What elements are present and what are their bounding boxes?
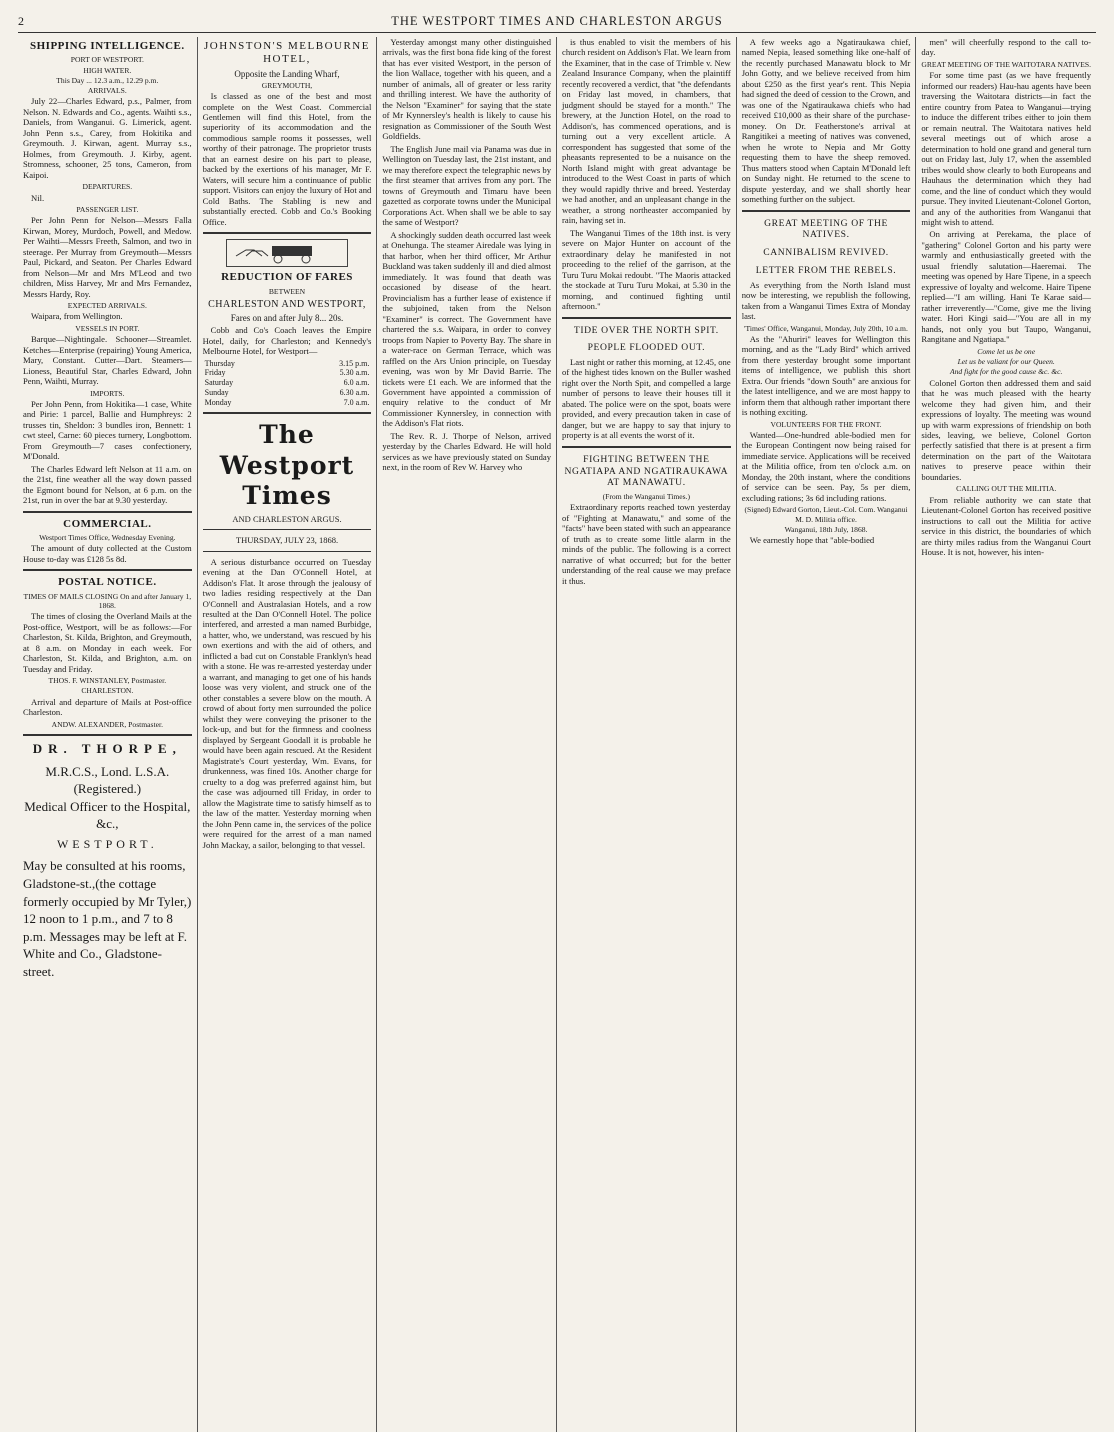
signature-date: Wanganui, 18th July, 1868. [784, 524, 868, 534]
schedule-row: Monday 7.0 a.m. [204, 397, 370, 407]
coach-illustration [226, 239, 348, 267]
news-text: The Rev. R. J. Thorpe of Nelson, arrived yesterday by the Charles Edward. He will hold services as we have previously stated on Sunday next, in the room of Rev W. Harvey who [382, 430, 552, 473]
dr-heading: DR. THORPE, [32, 740, 182, 756]
fares-text: Cobb and Co's Coach leaves the Empire Hotel, daily, for Charleston; and Kennedy's Melbourne Hotel, for Westport— [202, 325, 372, 357]
meeting-text: As the "Ahuriri" leaves for Wellington this morning, and as the "Lady Bird" which arrived from there yesterday brought some important items of intelligence, we publish this short Extra. Our friends "down South" are anxious for the latest intelligence, and we are most happy to inform them that although rather important there is nothing exciting. [741, 333, 911, 418]
news-text: On arriving at Perekama, the place of "gathering" Colonel Gorton and his party were warmly and enthusiastically greeted with the usual friendly salutation—Haeremai. The meeting was opened by Hare Tipene, in a speech expressive of loyalty and welcome. Haire Tipene replied—"I am willing. Hani Te Karae said—rather irreverently—"Come, give me the living water. Hori Kingi said—"You are all in my hands, not only you but Taupo, Wanganui, Rangitane and Ngatiapa." [921, 229, 1092, 345]
news-text: The English June mail via Panama was due in Wellington on Tuesday last, the 21st instant, and we may therefore expect the telegraphic news by the first steamer that arrives from any port. The towns of Greymouth and Timaru have been gazetted as corporate towns under the Municipal Corporations Act. When shall we be able to say the same of Westport? [382, 143, 552, 228]
news-text: From reliable authority we can state that Lieutenant-Colonel Gorton has received positive instructions to call out the Militia for active service in this district, the boundaries of which are thirty miles radius from the Wanganui Court House. It is not, however, his inten- [921, 494, 1092, 558]
tide-times: This Day ... 12.3 a.m., 12.29 p.m. [56, 75, 159, 85]
masthead-title: THE WESTPORT TIMES AND CHARLESTON ARGUS [391, 14, 723, 28]
meeting-text: As everything from the North Island must now be interesting, we republish the following, taken from a Wanganui Times Extra of Monday last. [741, 279, 911, 322]
news-text: Colonel Gorton then addressed them and said that he was much pleased with the hearty welcome they had given him, and their expressions of loyalty. The meeting was wound up with warm expressions of friendship on both sides, leaving, we believe, Colonel Gorton perfectly satisfied that there is at present a firm determination on the part of the Waitotara natives to preserve peace within their boundaries. [921, 377, 1092, 482]
meeting-heading: GREAT MEETING OF THE NATIVES. [764, 217, 888, 241]
imports-label: IMPORTS. [90, 388, 125, 398]
imports-text: Per John Penn, from Hokitika—1 case, White and Pirie: 1 parcel, Ballie and Humphreys: 2 trusses tin, Sheldon: 3 bundles iron, Bennett: 1 cwt steel, Carne: 60 pieces turnery, Longbottom. From Greymouth—7 cases confectionery, M'Donald. [23, 398, 192, 462]
dr-place: WESTPORT. [56, 836, 158, 851]
divider [203, 529, 372, 530]
dr-text: May be consulted at his rooms, Gladstone-st.,(the cottage formerly occupied by Mr Tyler,) 12 noon to 1 p.m., and 7 to 8 p.m. Messages may be left at F. White and Co., Gladstone-street. [23, 858, 192, 979]
closing-text: We earnestly hope that "able-bodied [749, 535, 875, 546]
song-line: Come let us be one [977, 346, 1036, 356]
divider [23, 734, 192, 736]
divider [562, 446, 731, 448]
columns [18, 37, 1096, 1432]
divider [203, 232, 372, 234]
schedule-row: Thursday 3.15 p.m. [204, 358, 370, 368]
charles-note: The Charles Edward left Nelson at 11 a.m. on the 21st, fine weather all the way down passed the Egmont bound for Nelson, at 6 p.m. on the 21st, run in over the bar at 9.30 yesterday. [23, 463, 192, 506]
fares-heading: REDUCTION OF FARES [221, 271, 353, 284]
news-text: The Wanganui Times of the 18th inst. is very severe on Major Hunter on account of the extraordinary delay he manifested in not proceeding to the relief of the garrison, at the Turu Turu Mokai redoubt. "The Maoris attacked the stockade at Turu Turu Mokai, at 5.30 in the morning, and continued fighting until afternoon." [562, 227, 731, 312]
fares-price: Fares on and after July 8... 20s. [230, 313, 344, 324]
song-line: And fight for the good cause &c. &c. [949, 367, 1063, 377]
departures-text: Nil. [31, 192, 45, 203]
shipping-heading: SHIPPING INTELLIGENCE. [30, 40, 185, 52]
high-water-label: HIGH WATER. [83, 65, 132, 75]
fight-text: Extraordinary reports reached town yesterday of "Fighting at Manawatu," and some of the "facts" have been stated with such an appearance of truth as to create some little alarm in the minds of the public. The following is a correct narrative of what occurred; but for the better understanding of the real cause we may preface it thus. [562, 502, 731, 586]
volunteers-text: Wanted—One-hundred able-bodied men for the European Contingent now being raised for immediate service. Applications will be received at the Militia office, from ten o'clock a.m. on Monday, the 20th instant, where the conditions of service can be seen. Pay, 5s per diem, excluding rations; 3s 6d including rations. [741, 429, 911, 503]
letter-heading: LETTER FROM THE REBELS. [755, 264, 897, 276]
fares-between: BETWEEN [268, 286, 306, 296]
paper-sub: AND CHARLESTON ARGUS. [232, 513, 342, 524]
column-6 [916, 37, 1096, 1432]
column-3 [377, 37, 557, 1432]
postal-text: The times of closing the Overland Mails at the Post-office, Westport, will be as follows:—For Charleston, St. Kilda, Brighton, and Greymouth, at 8 a.m. on Monday in each week. For Charleston, St. Kilda, and Brighton, a.m. on Tuesday and Friday. [23, 611, 192, 674]
divider [23, 511, 192, 513]
hotel-heading: JOHNSTON'S MELBOURNE HOTEL, [204, 40, 370, 66]
waitotara-heading: GREAT MEETING OF THE WAITOTARA NATIVES. [921, 59, 1092, 69]
hotel-town: GREYMOUTH, [261, 80, 313, 90]
dr-office: Medical Officer to the Hospital, &c., [24, 798, 191, 832]
passenger-label: PASSENGER LIST. [76, 205, 139, 215]
volunteers-label: VOLUNTEERS FOR THE FRONT. [770, 419, 882, 429]
column-5 [737, 37, 917, 1432]
postal-sub: TIMES OF MAILS CLOSING On and after January 1, 1868. [23, 591, 192, 610]
militia-label: CALLING OUT THE MILITIA. [956, 484, 1057, 494]
fares-route: CHARLESTON AND WESTPORT, [208, 298, 366, 310]
coach-icon [232, 242, 342, 264]
passengers-text: Per John Penn for Nelson—Messrs Falla Kirwan, Morey, Murdoch, Powell, and Medow. Per Waihti—Messrs Freeth, Salmon, and two in steerage. Per Murray from Greymouth—Messrs Paul, Pickard, and Seaton. Per Charles Edward from Nelson—Mr and Mrs M'Leod and two children, Miss Harvey, Mr and Mrs Fernandez, Messrs Hardy, Roy. [23, 215, 192, 299]
news-text: For some time past (as we have frequently informed our readers) Hau-hau agents have been traversing the Waitotara districts—in fact the entire country from Patea to Wanganui—trying to induce the different tribes either to join them or remain neutral. The Waitotara natives held several meetings out of which arose a determination to hold one grand and general turn out on Friday last, July 17, when the assembled tribes would show clearly to both Europeans and Hauhaus the determination which they had come, and the line of conduct which they would pursue. They invited Lieutenant-Colonel Gorton, and any of the authorities from Wanganui that might wish to attend. [921, 70, 1092, 227]
news-text: Yesterday amongst many other distinguished arrivals, was the first bona fide king of the forest that has ever visited Westport, in the person of the lion Wallace, together with his queen, and a number of animals, all of greater or less rarity and thrilling interest. We have the authority of the Nelson "Examiner" for saying that the state of Mr Kynnersley's health is likely to cause his resignation as Commissioner of the South West Goldfields. [382, 37, 552, 142]
tide-text: Last night or rather this morning, at 12.45, one of the highest tides known on the Buller washed right over the North Spit, and compelled a large number of persons to leave their houses till it abated. The police were on the spot, boats were provided, and every precaution taken in case of danger, but we are happy to say that injury to property is at all events the worst of it. [562, 357, 731, 441]
postmaster2-sig: ANDW. ALEXANDER, Postmaster. [51, 719, 163, 729]
postmaster-sig: THOS. F. WINSTANLEY, Postmaster. [48, 676, 167, 686]
commercial-dateline: Westport Times Office, Wednesday Evening. [39, 533, 176, 543]
signature: (Signed) Edward Gorton, Lieut.-Col. Com. Wanganui M. D. Militia office. [744, 505, 908, 524]
masthead-bar [18, 14, 1096, 33]
coach-schedule [203, 359, 372, 408]
departures-label: DEPARTURES. [82, 182, 133, 192]
commercial-text: The amount of duty collected at the Custom House to-day was £128 5s 8d. [23, 543, 192, 564]
dateline: 'Times' Office, Wanganui, Monday, July 20th, 10 a.m. [744, 323, 908, 333]
flood-heading: PEOPLE FLOODED OUT. [587, 342, 706, 354]
postal-heading: POSTAL NOTICE. [58, 576, 157, 589]
divider [562, 317, 731, 319]
fight-heading: FIGHTING BETWEEN THE NGATIAPA AND NGATIRAUKAWA AT MANAWATU. [564, 453, 729, 489]
column-1 [18, 37, 198, 1432]
schedule-row: Sunday 6.30 a.m. [204, 387, 370, 397]
paper-name: The Westport Times [219, 420, 355, 511]
song-line: Let us be valiant for our Queen. [957, 357, 1055, 367]
hotel-sub: Opposite the Landing Wharf, [234, 68, 340, 79]
column-4 [557, 37, 737, 1432]
tide-heading: TIDE OVER THE NORTH SPIT. [573, 324, 719, 336]
port-label: PORT OF WESTPORT. [70, 55, 144, 65]
arrivals-text: July 22—Charles Edward, p.s., Palmer, from Nelson. N. Edwards and Co., agents. Waihti s.s., Daniels, from Wanganui. G. Limerick, agent. John Penn s.s., Carey, from Hokitika and Greymouth. J. Kirwan, agent. Murray s.s., Holmes, from Greymouth. J. Kirby, agent. Stromness, schooner, 25 tons, Cameron, from Kaipoi. [23, 96, 192, 180]
column-2 [198, 37, 378, 1432]
news-text: men" will cheerfully respond to the call to-day. [921, 37, 1092, 58]
dr-quals: M.R.C.S., Lond. L.S.A. (Registered.) [45, 763, 170, 797]
page-number: 2 [18, 14, 24, 28]
news-text: A shockingly sudden death occurred last week at Onehunga. The steamer Airedale was lying in that harbor, when her third officer, Mr Arthur Buckland was taken suddenly ill and died almost immediately. It was found that death was occasioned by disease of the heart. Provincialism has a further lease of existence if the subjoined, taken from the Nelson "Examiner" is correct. The Government have chartered the s.s. Waipara, in order to convey troops from Napier to Poverty Bay. The share in a water-race on German Terrace, which was raffled on the Ars Union principle, on Tuesday evening, was won by Mr David Barrie. The tickets were £1 each. We are informed that the Government have appointed a commission of enquiry relative to the conduct of Mr Commissioner Kynnersley, in connection with the Addison's Flat riots. [382, 229, 552, 429]
news-text: A few weeks ago a Ngatiraukawa chief, named Nepia, leased something like one-half of the recently purchased Manawatu block to Mr John Gotty, and we believe received from him about £250 as the first year's rent. This Nepia had signed the deed of cession to the Crown, and was one of the Ngatiraukawa chiefs who had received £10,000 as their share of the purchase-money. On Dr. Featherstone's arrival at Rangitikei a meeting of natives was convened, when he wrote to Nepia and Mr Gotty requesting them to have the sheep removed. Thus matters stood when Captain M'Donald left on Sunday night. He returned to the scene to dispute yesterday, and we shall shortly hear something further on the subject. [741, 37, 911, 205]
issue-date: THURSDAY, JULY 23, 1868. [235, 535, 339, 546]
divider [203, 551, 372, 552]
schedule-row: Saturday 6.0 a.m. [204, 378, 370, 388]
cannibalism-heading: CANNIBALISM REVIVED. [763, 247, 889, 259]
news-text: is thus enabled to visit the members of his church resident on Addison's Flat. We learn from the Examiner, that in the case of Trimble v. New Zealand Insurance Company, when the plaintiff recently recovered a verdict, that "the defendants on Friday last moved, in chambers, that judgment should be stayed for a month." The brewery, at the Junction Hotel, on the road to Addison's, has commenced operations, and is turning out a very excellent article. A correspondent has suggested that some of the pheasants represented to be a nuisance on the North Island might with great advantage be introduced to the West Coast in parts of which they would rapidly thrive and breed. Yesterday we had another, and an unpleasant change in the weather, a strong northeaster accompanied by rain, having set in. [562, 37, 731, 226]
divider [23, 569, 192, 571]
vessels-label: VESSELS IN PORT. [75, 323, 140, 333]
expected-label: EXPECTED ARRIVALS. [67, 301, 147, 311]
fight-source: (From the Wanganui Times.) [602, 491, 691, 501]
schedule-row: Friday 5.30 a.m. [204, 368, 370, 378]
divider [742, 210, 911, 212]
charleston-text: Arrival and departure of Mails at Post-office Charleston. [23, 696, 192, 718]
editorial-text: A serious disturbance occurred on Tuesday evening at the Dan O'Connell Hotel, at Addison's Flat. It arose through the jealousy of two ladies residing respectively at the Dan O'Connell and Australasian Hotels, and a row resulted at the Dan O'Connell Hotel. The police interfered, and arrested a man named Burbidge, a hatter, who, we understand, was rescued by his own exertions and with the aid of others, and inflicted a bad cut on Constable Franklyn's head with a stone. He was re-arrested yesterday under a warrant, and managing to get one of his hands loose was very violent, and struck one of the other constables a severe blow on the mouth. A crowd of about forty men surrounded the police whilst they were conveying the prisoner to the lock-up, and but for the firmness and coolness displayed by Sergeant Goodall it is probable he would have been again rescued. At the Resident Magistrate's Court yesterday, Wm. Evans, for drunkenness, was fined 10s. Another charge for cruelty to a dog was preferred against him, but the case was adjourned till Friday, in order to allow the Magistrate time to satisfy himself as to the law of the matter. Yesterday morning when the John Penn came in, the services of the police were required for the arrest of a man named John Mackay, a sailor, belonging to that vessel. [202, 556, 372, 850]
commercial-heading: COMMERCIAL. [63, 517, 152, 530]
arrivals-label: ARRIVALS. [87, 86, 127, 96]
charleston-label: CHARLESTON. [81, 686, 134, 696]
divider [203, 412, 372, 414]
vessels-text: Barque—Nightingale. Schooner—Streamlet. Ketches—Enterprise (repairing) Young America, Mary, Constant. Cutter—Dart. Steamers—Lioness, Beautiful Star, Charles Edward, John Penn, Waihti, Murray. [23, 334, 192, 387]
expected-text: Waipara, from Wellington. [31, 311, 123, 322]
hotel-text: Is classed as one of the best and most complete on the West Coast. Commercial Gentlemen will find this Hotel, from the superiority of its accommodation and the commodious sample rooms it possesses, well worthy of their patronage. The proprietor trusts that an earnest desire on his part to please, backed by the exertions of his manager, Mr F. Waters, will secure him a continuance of public support. Visitors can enjoy the luxury of Hot and Cold Baths. The Stabling is new and substantially erected. Cobb and Co.'s Booking Office. [202, 91, 372, 227]
